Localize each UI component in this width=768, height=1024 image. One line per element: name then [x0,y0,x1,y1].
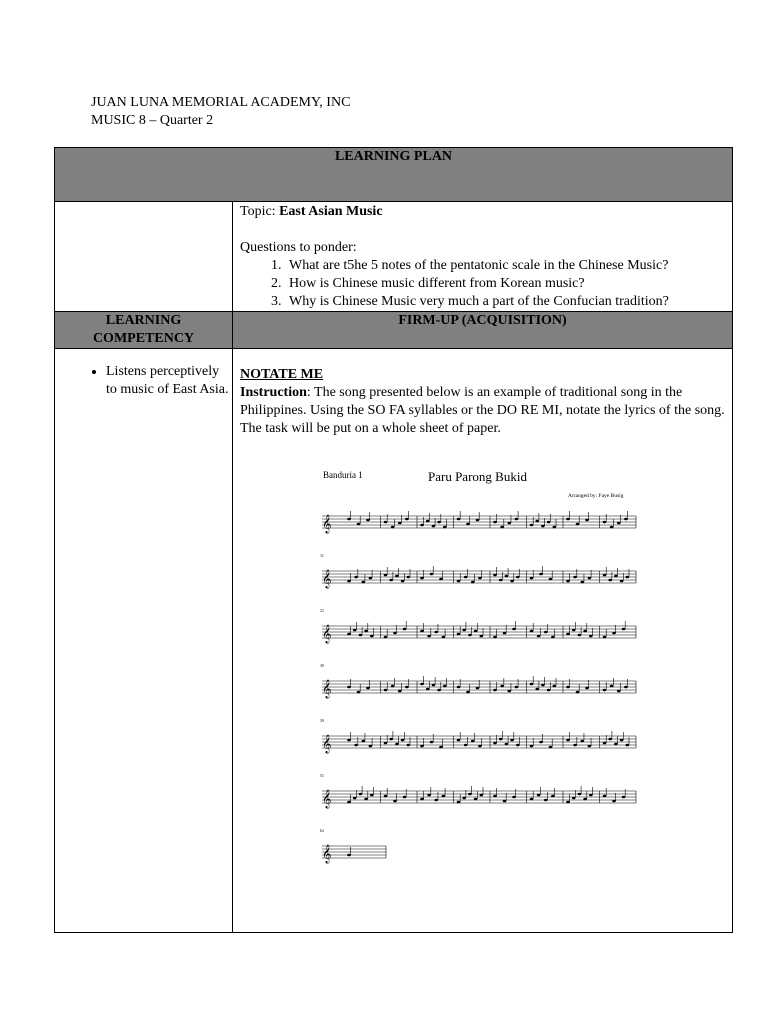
note-head [573,744,577,747]
learning-plan-title-text: LEARNING PLAN [334,149,453,164]
note-head [499,579,503,582]
measure-number: 39 [320,718,324,723]
note-head [366,687,370,690]
note-head [624,518,628,521]
note-head [620,739,624,742]
note-head [391,526,395,529]
note-head [530,630,534,633]
document-header [91,94,350,130]
note-head [443,526,447,529]
note-head [510,580,514,583]
competency-cell [55,349,233,933]
note-head [354,576,358,579]
note-head [395,575,399,578]
note-head [442,795,446,798]
topic-value: East Asian Music [279,204,383,219]
note-head [401,580,405,583]
note-head [612,800,616,803]
school-name: JUAN LUNA MEMORIAL ACADEMY, INC [91,95,351,110]
note-head [471,581,475,584]
note-head [617,522,621,525]
note-head [403,628,407,631]
note-head [610,526,614,529]
note-head [474,630,478,633]
note-head [580,740,584,743]
note-head [583,798,587,801]
note-head [535,688,539,691]
note-head [384,521,388,524]
note-head [395,743,399,746]
note-head [480,794,484,797]
note-head [466,691,470,694]
instruction-text: : The song presented below is an example of traditional song in the Philippines. Using the SO FA syllables or the DO RE MI, notate the lyrics of the song. The task will be put on a whole sheet of paper. [240,385,725,436]
note-head [468,634,472,637]
note-head [614,743,618,746]
note-head [549,746,553,749]
firmup-header [233,312,733,349]
note-head [471,740,475,743]
note-head [420,630,424,633]
note-head [516,744,520,747]
note-head [364,630,368,633]
note-head [547,689,551,692]
note-head [389,738,393,741]
note-head [580,581,584,584]
note-head [420,683,424,686]
treble-clef-icon: 𝄞 [322,514,332,533]
note-head [384,689,388,692]
note-head [624,686,628,689]
note-head [614,575,618,578]
note-head [437,689,441,692]
note-head [398,522,402,525]
note-head [541,684,545,687]
note-head [347,686,351,689]
note-head [432,684,436,687]
note-head [391,685,395,688]
treble-clef-icon: 𝄞 [322,734,332,753]
treble-clef-icon: 𝄞 [322,844,332,863]
measure-number: 30 [320,663,324,668]
note-head [369,745,373,748]
note-head [499,738,503,741]
note-head [347,739,351,742]
instruction-label: Instruction [240,385,307,400]
note-head [420,577,424,580]
note-head [588,577,592,580]
note-head [551,795,555,798]
note-head [427,635,431,638]
note-head [401,739,405,742]
questions-list [240,257,726,311]
note-head [407,744,411,747]
note-head [530,577,534,580]
note-head [366,519,370,522]
note-head [610,685,614,688]
note-head [505,575,509,578]
note-head [347,518,351,521]
note-head [566,739,570,742]
note-head [603,521,607,524]
note-head [443,685,447,688]
treble-clef-icon: 𝄞 [322,624,332,643]
note-head [541,525,545,528]
note-head [353,797,357,800]
note-head [503,800,507,803]
note-head [608,738,612,741]
note-head [430,741,434,744]
measure-number: 51 [320,773,324,778]
topic-label: Topic: [240,204,280,219]
note-head [384,574,388,577]
note-head [474,798,478,801]
note-head [553,526,557,529]
note-head [464,744,468,747]
competency-header-text: LEARNING COMPETENCY [92,313,195,346]
song-title: Paru Parong Bukid [428,469,527,484]
note-head [626,576,630,579]
note-head [457,739,461,742]
note-head [464,576,468,579]
note-head [493,689,497,692]
note-head [359,793,363,796]
note-head [359,634,363,637]
competency-header [55,312,233,349]
note-head [476,519,480,522]
note-head [603,689,607,692]
note-head [347,801,351,804]
note-head [530,745,534,748]
note-head [572,629,576,632]
note-head [405,686,409,689]
note-head [478,577,482,580]
note-head [576,523,580,526]
note-head [512,796,516,799]
subject-line: MUSIC 8 – Quarter 2 [91,113,214,128]
note-head [432,525,436,528]
note-head [503,632,507,635]
note-head [578,793,582,796]
learning-plan-table [54,147,733,933]
note-head [516,576,520,579]
note-head [551,636,555,639]
note-head [384,636,388,639]
note-head [420,745,424,748]
note-head [364,798,368,801]
note-head [347,633,351,636]
note-head [493,521,497,524]
instruction-paragraph [240,384,726,438]
note-head [370,635,374,638]
treble-clef-icon: 𝄞 [322,679,332,698]
note-head [420,798,424,801]
question-item: 1. What are t5he 5 notes of the pentatonic scale in the Chinese Music? [285,257,726,275]
note-head [603,742,607,745]
note-head [466,523,470,526]
question-item: 3. Why is Chinese Music very much a part of the Confucian tradition? [285,293,726,311]
note-head [553,685,557,688]
note-head [603,574,607,577]
note-head [622,628,626,631]
competency-list [55,363,232,399]
note-head [539,741,543,744]
note-head [589,635,593,638]
note-head [500,526,504,529]
note-head [572,797,576,800]
note-head [515,518,519,521]
note-head [361,581,365,584]
activity-title: NOTATE ME [240,367,324,382]
music-staves [322,511,636,864]
note-head [442,636,446,639]
note-head [457,801,461,804]
note-head [434,799,438,802]
note-head [539,573,543,576]
note-head [439,578,443,581]
note-head [510,739,514,742]
note-head [585,519,589,522]
note-head [437,521,441,524]
note-head [620,580,624,583]
note-head [530,683,534,686]
note-head [512,628,516,631]
note-head [462,797,466,800]
competency-item: • Listens perceptively to music of East Asia. [106,363,232,399]
questions-heading: Questions to ponder: [240,240,357,255]
firmup-header-text: FIRM-UP (ACQUISITION) [398,313,567,328]
note-head [589,794,593,797]
note-head [369,577,373,580]
note-head [353,629,357,632]
note-head [507,522,511,525]
measure-number: 11 [320,553,324,558]
treble-clef-icon: 𝄞 [322,569,332,588]
note-head [384,742,388,745]
treble-clef-icon: 𝄞 [322,789,332,808]
note-head [468,793,472,796]
note-head [507,690,511,693]
measure-number: 62 [320,828,324,833]
question-item: 2. How is Chinese music different from Korean music? [285,275,726,293]
note-head [566,686,570,689]
note-head [608,579,612,582]
note-head [515,686,519,689]
note-head [462,629,466,632]
note-head [354,744,358,747]
activity-cell [233,349,733,933]
note-head [393,800,397,803]
note-head [434,631,438,634]
note-head [403,796,407,799]
note-head [420,524,424,527]
note-head [585,687,589,690]
note-head [357,691,361,694]
note-head [535,520,539,523]
note-head [566,633,570,636]
note-head [566,580,570,583]
note-head [407,576,411,579]
note-head [505,743,509,746]
note-head [493,742,497,745]
note-head [405,518,409,521]
note-head [603,795,607,798]
note-head [426,520,430,523]
note-head [393,632,397,635]
note-head [547,521,551,524]
note-head [398,690,402,693]
note-head [493,574,497,577]
note-head [573,576,577,579]
note-head [478,745,482,748]
note-head [544,631,548,634]
topic-line [240,203,726,221]
note-head [476,687,480,690]
note-head [566,801,570,804]
note-head [530,798,534,801]
note-head [457,686,461,689]
note-head [544,799,548,802]
note-head [603,636,607,639]
note-head [457,633,461,636]
instrument-label: Banduria 1 [323,470,363,480]
note-head [622,796,626,799]
note-head [500,685,504,688]
note-head [370,794,374,797]
learning-plan-title [55,148,733,202]
measure-number: 21 [320,608,324,613]
note-head [384,795,388,798]
note-head [357,523,361,526]
topic-cell [233,202,733,312]
note-head [537,635,541,638]
note-head [430,573,434,576]
note-head [612,632,616,635]
note-head [626,744,630,747]
note-head [457,518,461,521]
note-head [576,691,580,694]
note-head [493,636,497,639]
note-head [389,579,393,582]
note-head [566,518,570,521]
note-head [347,580,351,583]
sheet-music-image [320,466,640,876]
note-head [427,794,431,797]
note-head [457,580,461,583]
note-head [439,746,443,749]
note-head [588,745,592,748]
note-head [493,795,497,798]
note-head [426,688,430,691]
note-head [537,794,541,797]
note-head [530,524,534,527]
note-head [347,854,351,857]
note-head [583,630,587,633]
note-head [361,740,365,743]
note-head [480,635,484,638]
note-head [549,578,553,581]
arranger-label: Arranged by: Faye Busig [568,493,624,499]
empty-cell [55,202,233,312]
note-head [578,634,582,637]
note-head [617,690,621,693]
